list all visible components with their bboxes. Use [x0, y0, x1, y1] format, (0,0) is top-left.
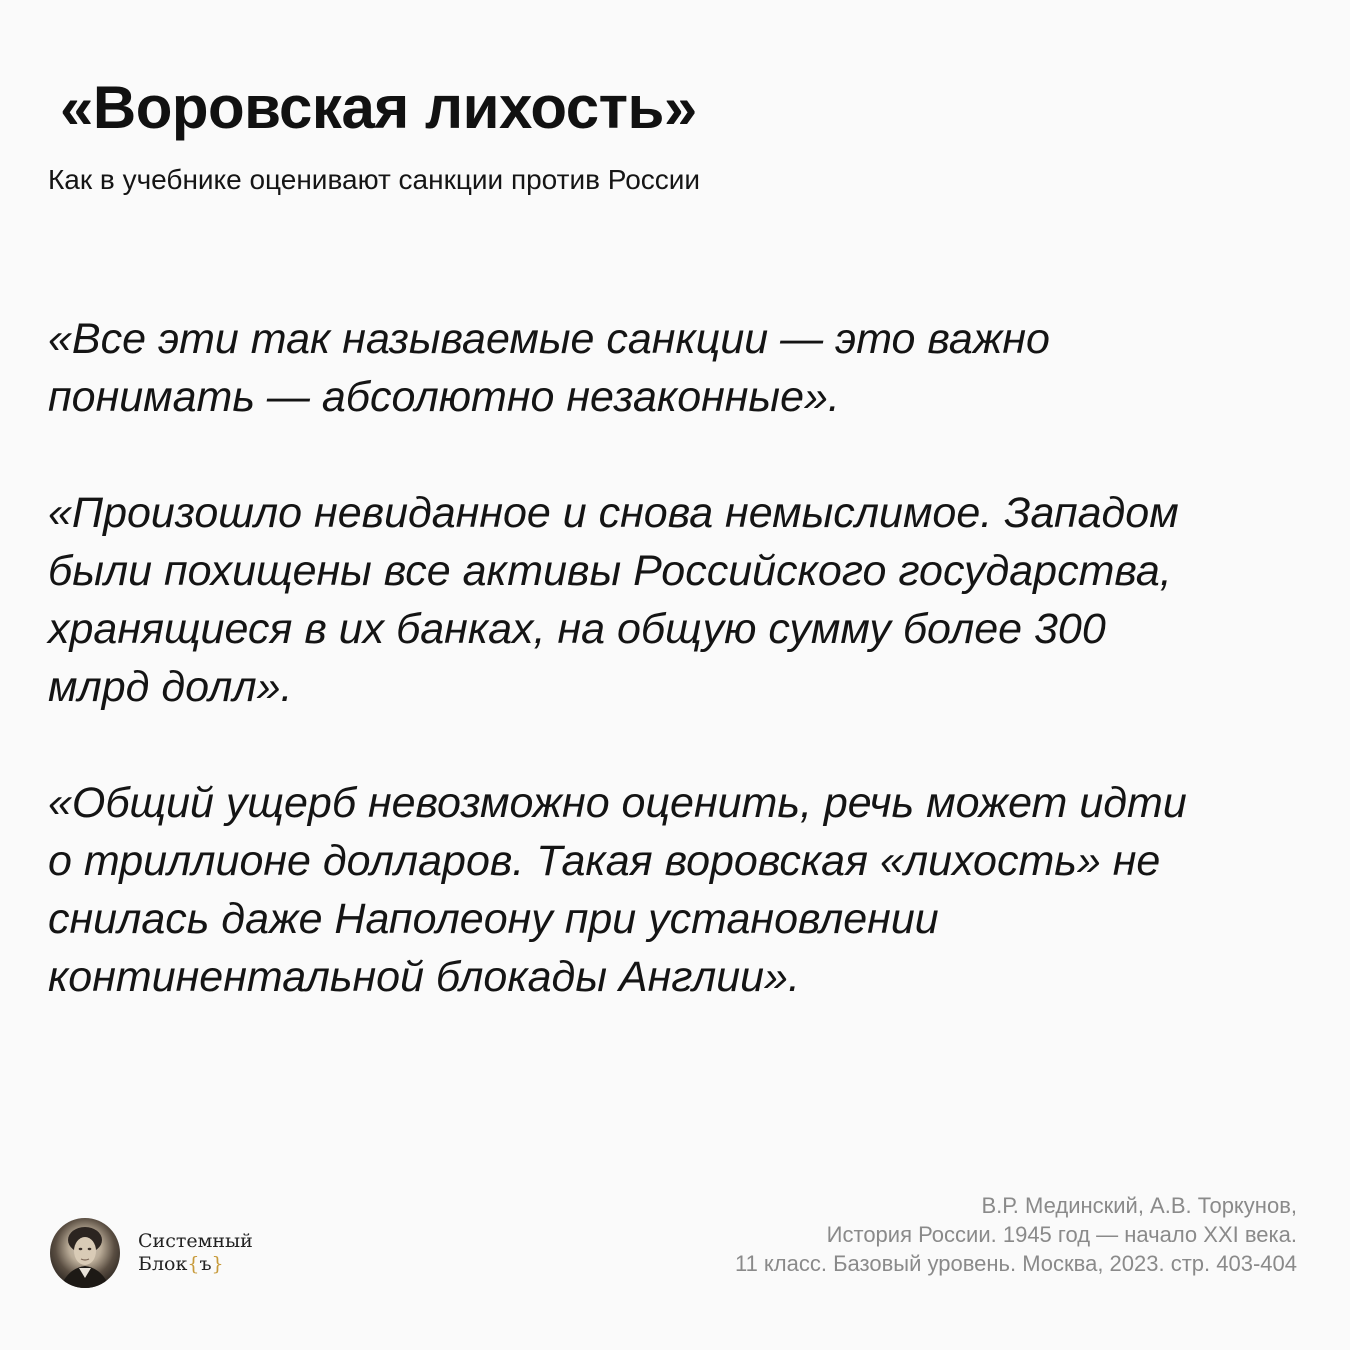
quote-2: «Произошло невиданное и снова немыслимое. Западом были похищены все активы Российского государства, хранящиеся в их банках, на общую сумму более 300 млрд долл».: [48, 489, 1179, 711]
source-line-3: 11 класс. Базовый уровень. Москва, 2023. стр. 403-404: [734, 1251, 1297, 1276]
brand-logo: [50, 1218, 253, 1288]
brand-line-1: Системный: [138, 1230, 253, 1252]
brand-letter: ъ: [199, 1253, 212, 1275]
portrait-icon: [50, 1218, 120, 1288]
source-citation: [735, 1191, 1297, 1278]
brand-brace-close: }: [211, 1253, 224, 1275]
source-line-2: История России. 1945 год — начало XXI века.: [826, 1222, 1297, 1247]
quote-1: «Все эти так называемые санкции — это важно понимать — абсолютно незаконные».: [48, 315, 1050, 421]
source-line-1: В.Р. Мединский, А.В. Торкунов,: [981, 1193, 1297, 1218]
page-subtitle: Как в учебнике оценивают санкции против России: [48, 164, 701, 195]
brand-brace-open: {: [187, 1253, 200, 1275]
portrait-avatar-icon: [50, 1218, 120, 1288]
quotes-block: [48, 310, 1288, 1064]
brand-line-2: [138, 1253, 253, 1276]
quote-3: «Общий ущерб невозможно оценить, речь может идти о триллионе долларов. Такая воровская «лихость» не снилась даже Наполеону при установлении континентальной блокады Англии».: [48, 779, 1187, 1001]
page-title: «Воровская лихость»: [60, 74, 697, 141]
brand-word: Блок: [138, 1253, 188, 1275]
brand-name: [138, 1230, 253, 1276]
